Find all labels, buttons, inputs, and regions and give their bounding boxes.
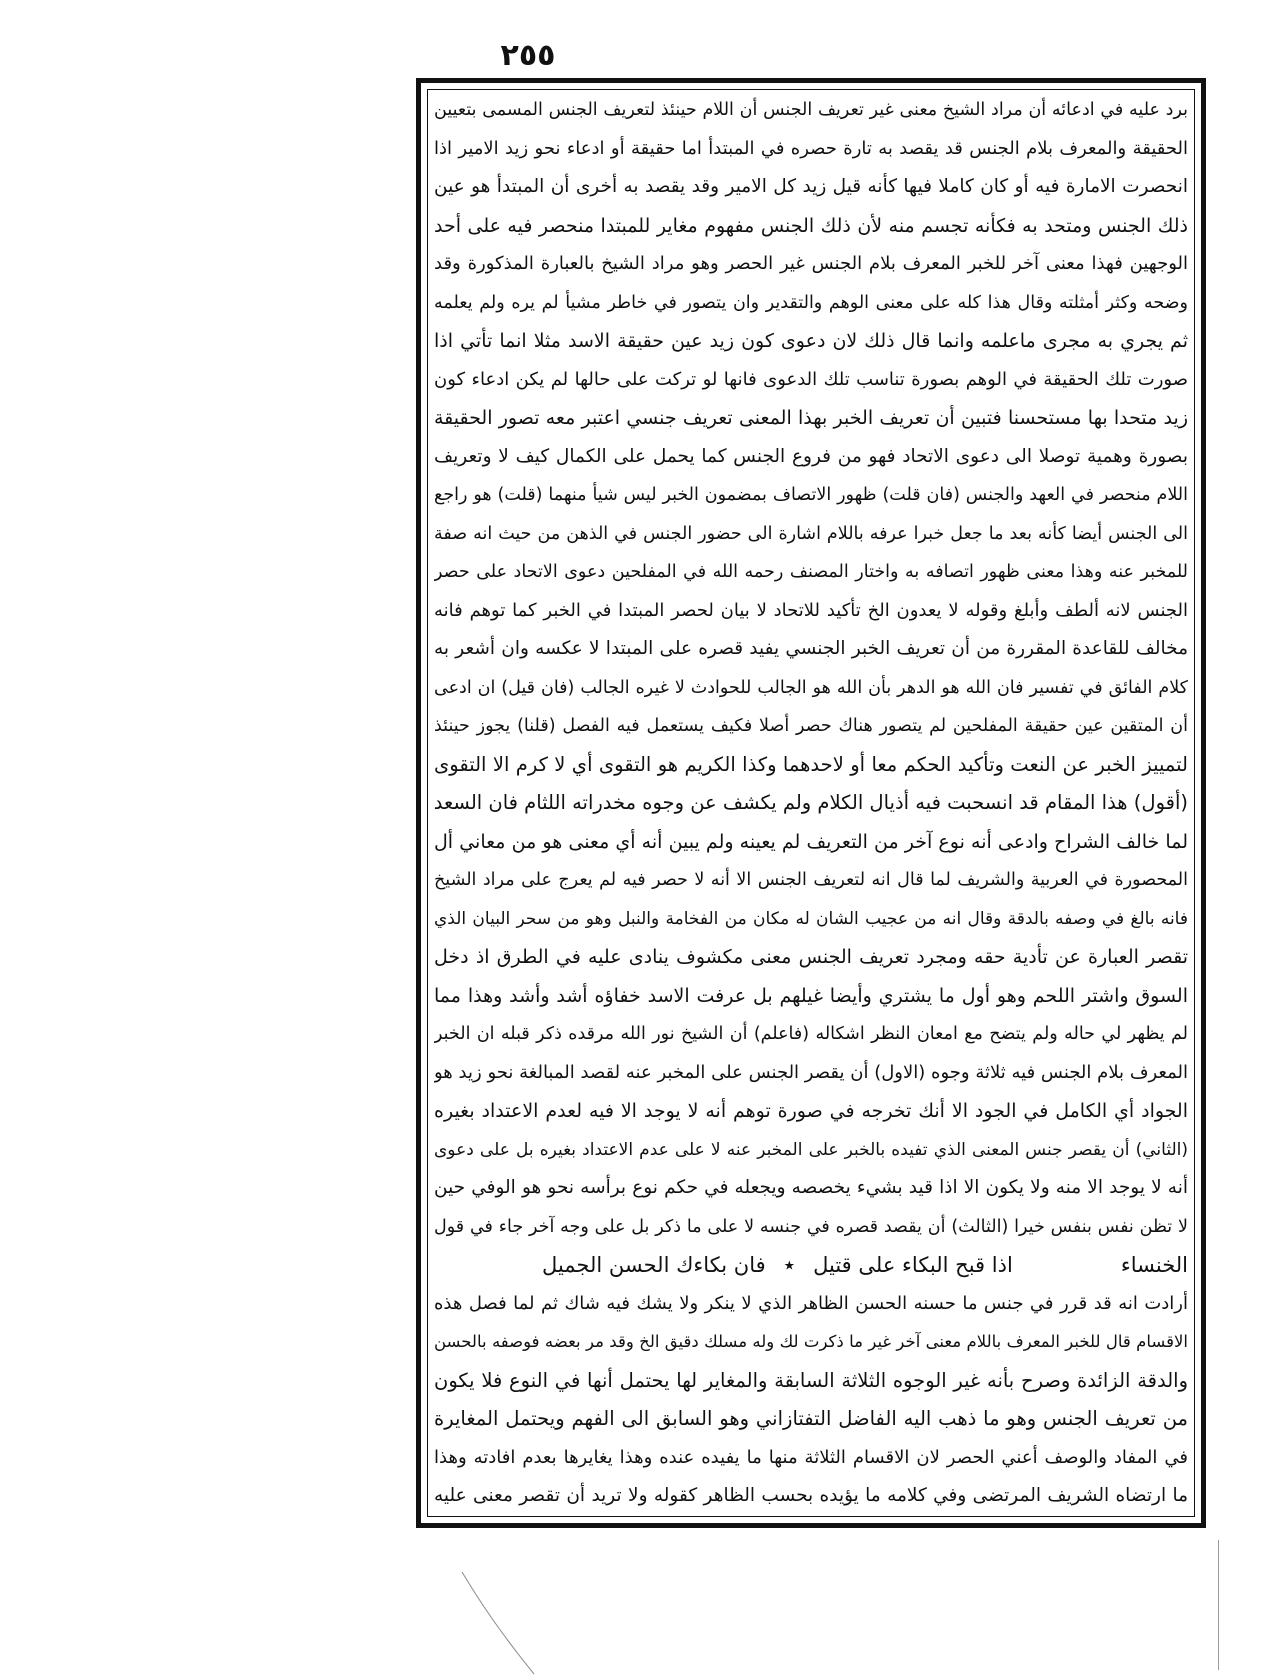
text-line: المحصورة في العربية والشريف لما قال انه لتعريف الجنس الا أنه لا حصر فيه لم يعرج على مراد الشيخ [434, 870, 1188, 890]
text-line: صورت تلك الحقيقة في الوهم بصورة تناسب تلك الدعوى فانها لو تركت على حالها لم يكن ادعاء كون [434, 368, 1188, 390]
text-line: للمخبر عنه وهذا معنى ظهور اتصافه به واختار المصنف رحمه الله في المفلحين دعوى الاتحاد على حصر [434, 562, 1188, 582]
page-number: ٢٥٥ [500, 38, 556, 73]
verse-hemistich-second: فان بكاءك الحسن الجميل [542, 1253, 766, 1277]
text-line: زيد متحدا بها مستحسنا فتبين أن تعريف الخبر بهذا المعنى تعريف جنسي اعتبر معه تصور الحقيقة [434, 407, 1188, 429]
text-line: برد عليه في ادعائه أن مراد الشيخ معنى غير تعريف الجنس أن اللام حينئذ لتعريف الجنس المسمى بتعيين [434, 100, 1188, 120]
text-line: في المفاد والوصف أعني الحصر لان الاقسام الثلاثة منها ما يفيده عنده وهذا يغايرها بعدم افادته وهذا [434, 1446, 1188, 1468]
text-line: والدقة الزائدة وصرح بأنه غير الوجوه الثلاثة السابقة والمغاير لها يحتمل أنها في النوع فلا يكون [434, 1368, 1188, 1392]
text-line: أرادت انه قد قرر في جنس ما حسنه الحسن الظاهر الذي لا ينكر ولا يشك فيه شاك ثم لما فصل هذه [434, 1292, 1188, 1314]
text-line: مخالف للقاعدة المقررة من أن تعريف الخبر الجنسي يفيد قصره على المبتدا لا عكسه وان أشعر به [434, 638, 1188, 659]
text-line: تقصر العبارة عن تأدية حقه ومجرد تعريف الجنس معنى مكشوف ينادى عليه في الطرق اذ دخل [434, 946, 1188, 968]
text-line: ما ارتضاه الشريف المرتضى وفي كلامه ما يؤيده بحسب الظاهر كقوله ولا تريد أن تقصر معنى عليه [434, 1485, 1188, 1506]
text-line: لما خالف الشراح وادعى أنه نوع آخر من التعريف لم يعينه ولم يبين أنه أي معنى هو من معاني أل [434, 830, 1188, 853]
text-line: الجواد أي الكامل في الجود الا أنك تخرجه في صورة توهم أنه لا يوجد الا فيه لعدم الاعتداد بغيره [434, 1100, 1188, 1122]
text-line: اللام منحصر في العهد والجنس (فان قلت) ظهور الاتصاف بمضمون الخبر ليس شيأ منهما (قلت) هو راجع [434, 485, 1188, 505]
text-line: فانه بالغ في وصفه بالدقة وقال انه من عجيب الشان له مكان من الفخامة والنبل وهو من سحر البيان الذي [434, 908, 1188, 929]
text-line: الجنس لانه ألطف وأبلغ وقوله لا يعدون الخ تأكيد للاتحاد لا بيان لحصر المبتدا في الخبر كما توهم فانه [434, 599, 1188, 621]
text-line: الى الجنس أيضا كأنه بعد ما جعل خبرا عرفه باللام اشارة الى حضور الجنس في الذهن من حيث انه صفة [434, 523, 1188, 544]
verse-attribution: الخنساء [1120, 1253, 1188, 1277]
verse-separator-star: ٭ [783, 1253, 796, 1277]
text-line: السوق واشتر اللحم وهو أول ما يشتري وأيضا غيلهم بل عرفت الاسد خفاؤه أشد وأشد وهذا مما [434, 984, 1188, 1007]
text-line: من تعريف الجنس وهو ما ذهب اليه الفاضل التفتازاني وهو السابق الى الفهم ويحتمل المغايرة [434, 1407, 1188, 1430]
verse-line [434, 1251, 1188, 1279]
text-line: أنه لا يوجد الا منه ولا يكون الا اذا قيد بشيء يخصصه ويجعله في حكم نوع برأسه نحو هو الوفي حين [434, 1177, 1188, 1198]
text-line: الاقسام قال للخبر المعرف باللام معنى آخر غير ما ذكرت لك وله مسلك دقيق الخ وقد مر بعضه فوصفه بالحسن [434, 1332, 1188, 1351]
text-line: الحقيقة والمعرف بلام الجنس قد يقصد به تارة حصره في المبتدأ اما حقيقة أو ادعاء نحو زيد الامير اذا [434, 137, 1188, 159]
text-line: (الثاني) أن يقصر جنس المعنى الذي تفيده بالخبر على المخبر عنه لا على عدم الاعتداد بغيره بل على دعوى [434, 1139, 1188, 1160]
text-line: الوجهين فهذا معنى آخر للخبر المعرف بلام الجنس غير الحصر وهو مراد الشيخ بالعبارة المذكورة وقد [434, 253, 1188, 274]
text-line: لم يظهر لي حاله ولم يتضح مع امعان النظر اشكاله (فاعلم) أن الشيخ نور الله مرقده ذكر قبله ان الخبر [434, 1024, 1188, 1044]
verse-spacer [434, 1251, 532, 1279]
text-line: لا تظن نفس بنفس خيرا (الثالث) أن يقصد قصره في جنسه لا على ما ذكر بل على وجه آخر جاء في قول [434, 1216, 1188, 1237]
main-text-block [434, 96, 1188, 1510]
stray-stroke [458, 1568, 538, 1678]
verse-hemistich-first: اذا قبح البكاء على قتيل [813, 1253, 1013, 1277]
verse-spacer [1023, 1251, 1121, 1279]
text-line: وضحه وكثر أمثلته وقال هذا كله على معنى الوهم والتقدير وان يتصور في خاطر مشيأ لم يره ولم يعلمه [434, 292, 1188, 313]
text-line: أن المتقين عين حقيقة المفلحين لم يتصور هناك حصر أصلا فكيف يستعمل فيه الفصل (قلنا) يجوز حينئذ [434, 716, 1188, 736]
text-line: المعرف بلام الجنس فيه ثلاثة وجوه (الاول) أن يقصر الجنس على المخبر عنه لقصد المبالغة نحو زيد هو [434, 1061, 1188, 1083]
text-line: ثم يجري به مجرى ماعلمه وانما قال ذلك لان دعوى كون زيد عين حقيقة الاسد مثلا انما تأتي اذا [434, 330, 1188, 352]
margin-rule [1218, 1540, 1219, 1670]
text-line: لتمييز الخبر عن النعت وتأكيد الحكم معا أو لاحدهما وكذا الكريم هو التقوى أي لا كرم الا التقوى [434, 752, 1188, 776]
text-line: انحصرت الامارة فيه أو كان كاملا فيها كأنه قيل زيد كل الامير وقد يقصد به أخرى أن المبتدأ هو عين [434, 176, 1188, 197]
text-line: بصورة وهمية توصلا الى دعوى الاتحاد فهو من فروع الجنس كما يحمل على الكمال كيف لا وتعريف [434, 445, 1188, 467]
text-line: (أقول) هذا المقام قد انسحبت فيه أذيال الكلام ولم يكشف عن وجوه مخدراته اللثام فان السعد [434, 791, 1188, 814]
text-line: ذلك الجنس ومتحد به فكأنه تجسم منه لأن ذلك الجنس مفهوم مغاير للمبتدا منحصر فيه على أحد [434, 214, 1188, 237]
text-line: كلام الفائق في تفسير فان الله هو الدهر بأن الله هو الجالب للحوادث لا غيره الجالب (فان قيل) ان ادعى [434, 677, 1188, 698]
